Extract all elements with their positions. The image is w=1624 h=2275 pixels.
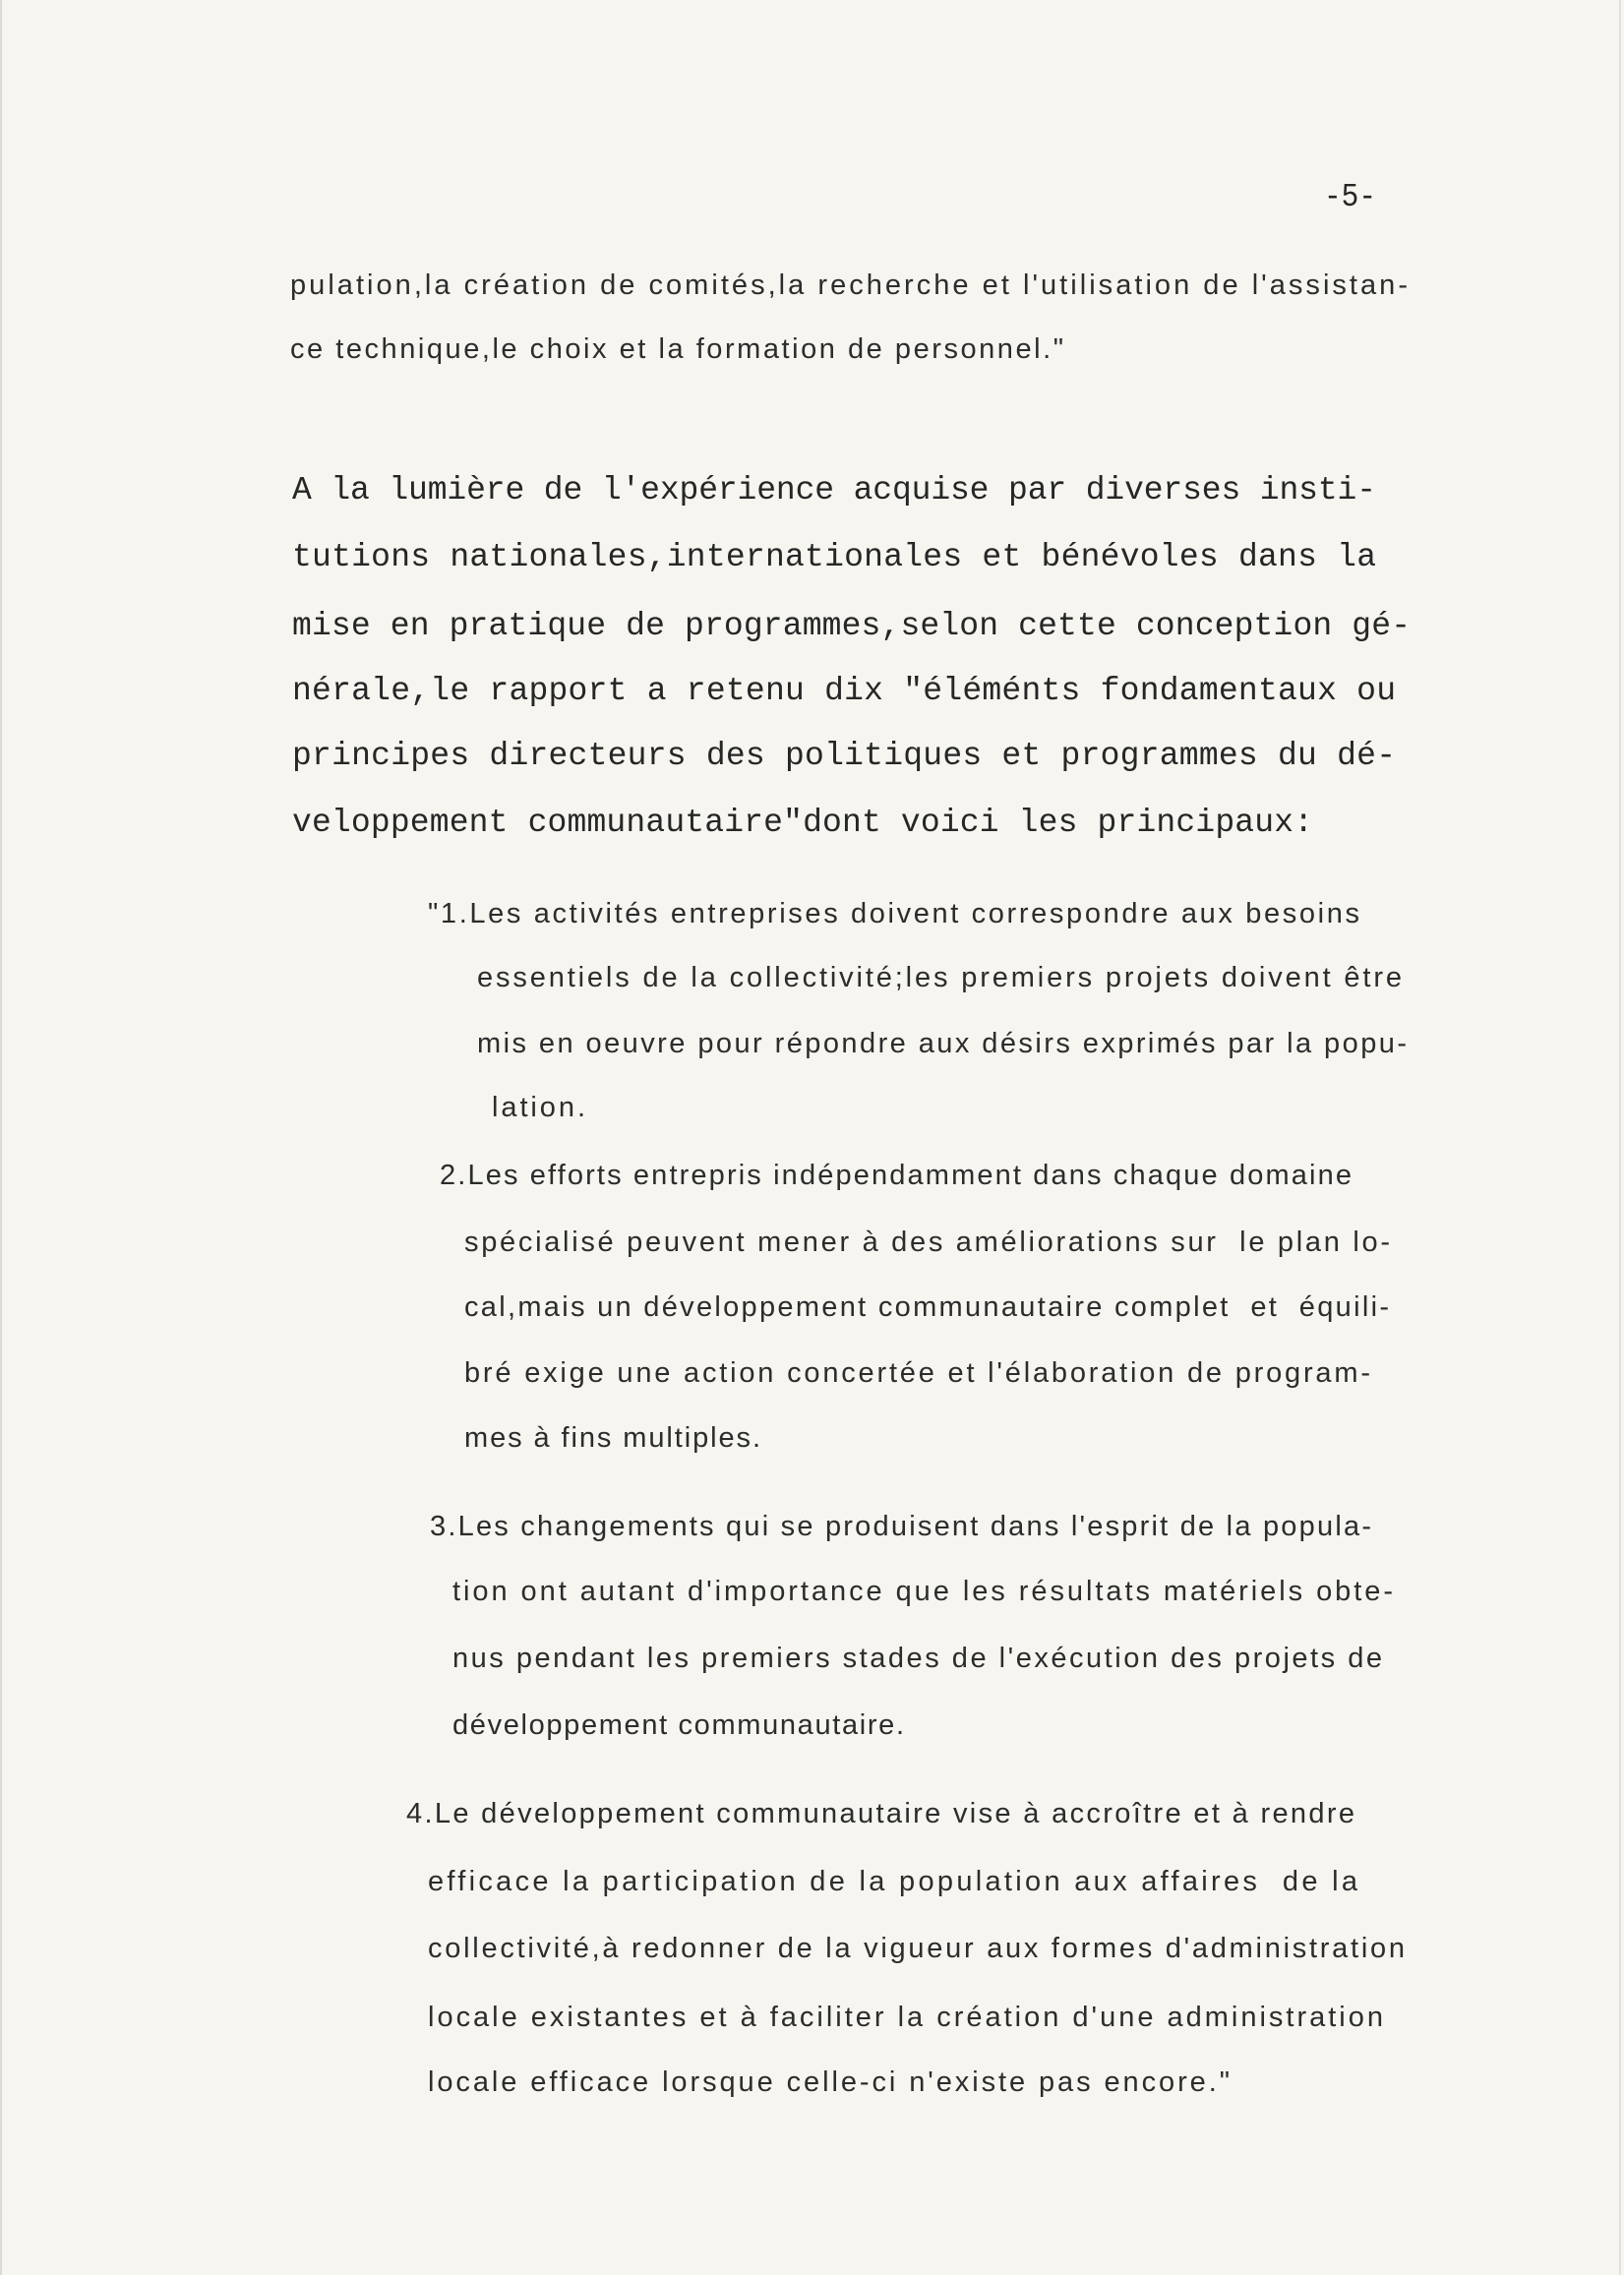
continuation-line: pulation,la création de comités,la recherche et l'utilisation de l'assistan- [290,269,1409,301]
principle-line: spécialisé peuvent mener à des améliorations sur le plan lo- [464,1227,1390,1258]
continuation-line: ce technique,le choix et la formation de personnel." [290,333,1063,365]
principle-line: bré exige une action concertée et l'élaboration de program- [464,1357,1370,1389]
paragraph-line: mise en pratique de programmes,selon cette conception gé- [292,608,1411,644]
paragraph-line: A la lumière de l'expérience acquise par diverses insti- [292,472,1376,509]
principle-line: cal,mais un développement communautaire complet et équili- [464,1291,1389,1323]
principle-line: efficace la participation de la population aux affaires de la [428,1866,1357,1897]
principle-line: tion ont autant d'importance que les résultats matériels obte- [452,1576,1394,1607]
principle-line: 3.Les changements qui se produisent dans l'esprit de la popula- [430,1511,1371,1542]
principle-line: essentiels de la collectivité;les premiers projets doivent être [477,962,1402,993]
paragraph-line: principes directeurs des politiques et programmes du dé- [292,738,1396,774]
principle-line: mis en oeuvre pour répondre aux désirs exprimés par la popu- [477,1028,1407,1059]
principle-line: 4.Le développement communautaire vise à accroître et à rendre [406,1798,1354,1829]
page-number: -5- [1324,179,1376,215]
principle-line: 2.Les efforts entrepris indépendamment dans chaque domaine [440,1160,1352,1191]
paragraph-line: tutions nationales,internationales et bénévoles dans la [292,539,1376,575]
principle-line: locale existantes et à faciliter la création d'une administration [428,2002,1383,2033]
principle-line: lation. [492,1092,585,1123]
paragraph-line: veloppement communautaire"dont voici les principaux: [292,805,1313,841]
principle-line: développement communautaire. [452,1709,904,1741]
principle-line: collectivité,à redonner de la vigueur aux formes d'administration [428,1933,1405,1964]
paragraph-line: nérale,le rapport a retenu dix "éléménts fondamentaux ou [292,673,1396,709]
principle-line: "1.Les activités entreprises doivent correspondre aux besoins [428,898,1359,929]
principle-line: mes à fins multiples. [464,1422,760,1454]
principle-line: locale efficace lorsque celle-ci n'existe pas encore." [428,2066,1230,2098]
principle-line: nus pendant les premiers stades de l'exécution des projets de [452,1643,1382,1674]
